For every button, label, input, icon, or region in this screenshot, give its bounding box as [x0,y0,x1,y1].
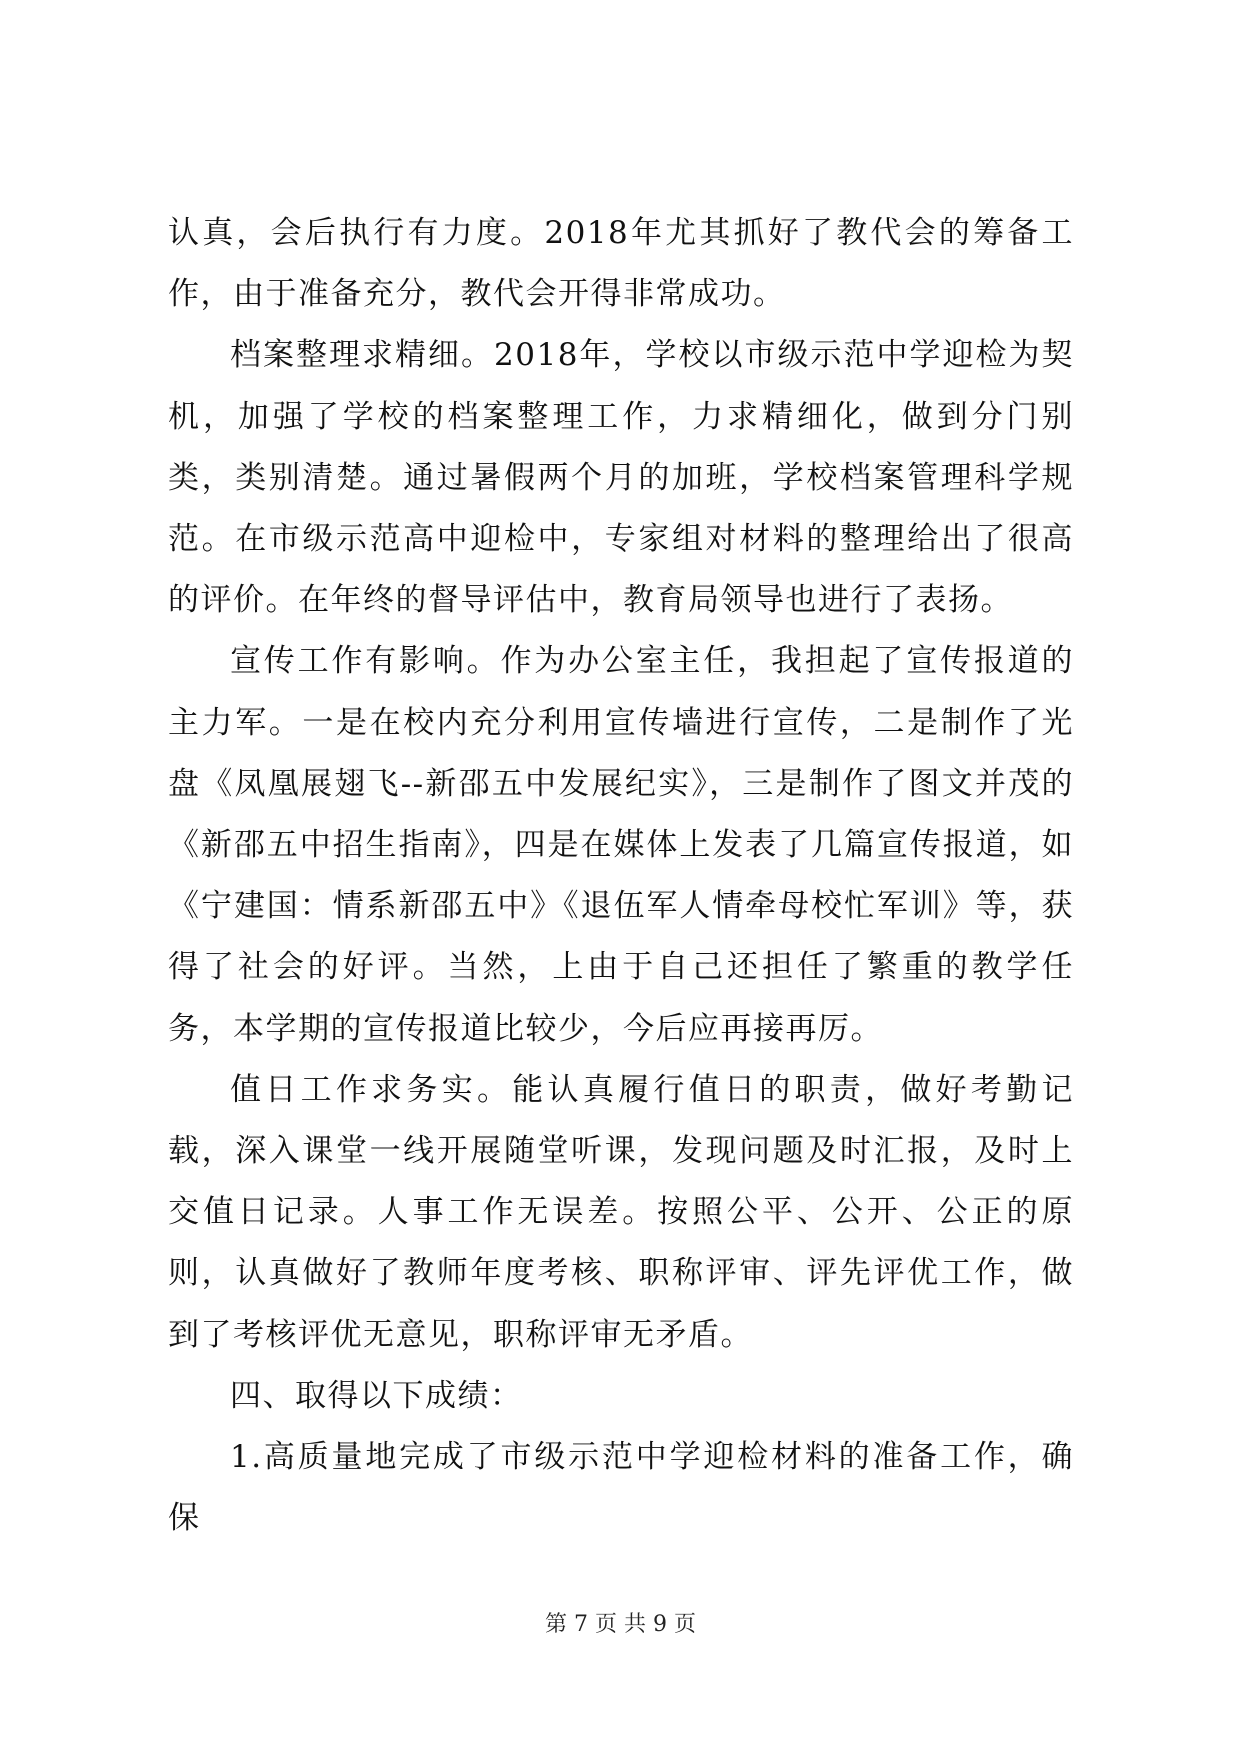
paragraph-duty-work: 值日工作求务实。能认真履行值日的职责，做好考勤记载，深入课堂一线开展随堂听课，发现问题及时汇报，及时上交值日记录。人事工作无误差。按照公平、公开、公正的原则，认真做好了教师年度考核、职称评审、评先评优工作，做到了考核评优无意见，职称评审无矛盾。 [168,1071,1074,1353]
paragraph-archive-management: 档案整理求精细。2018年，学校以市级示范中学迎检为契机，加强了学校的档案整理工作，力求精细化，做到分门别类，类别清楚。通过暑假两个月的加班，学校档案管理科学规范。在市级示范高中迎检中，专家组对材料的整理给出了很高的评价。在年终的督导评估中，教育局领导也进行了表扬。 [168,337,1074,619]
page-number-footer: 第 7 页 共 9 页 [545,1612,696,1637]
paragraph-achievement-1: 1.高质量地完成了市级示范中学迎检材料的准备工作，确保 [168,1439,1074,1537]
paragraph-publicity-work: 宣传工作有影响。作为办公室主任，我担起了宣传报道的主力军。一是在校内充分利用宣传墙进行宣传，二是制作了光盘《凤凰展翅飞--新邵五中发展纪实》，三是制作了图文并茂的《新邵五中招生指南》，四是在媒体上发表了几篇宣传报道，如《宁建国：情系新邵五中》《退伍军人情牵母校忙军训》等，获得了社会的好评。当然，上由于自己还担任了繁重的教学任务，本学期的宣传报道比较少，今后应再接再厉。 [168,643,1074,1047]
paragraph-continuation: 认真，会后执行有力度。2018年尤其抓好了教代会的筹备工作，由于准备充分，教代会开得非常成功。 [168,215,1074,313]
document-body [168,203,1074,1549]
section-heading-achievements: 四、取得以下成绩： [230,1377,523,1414]
